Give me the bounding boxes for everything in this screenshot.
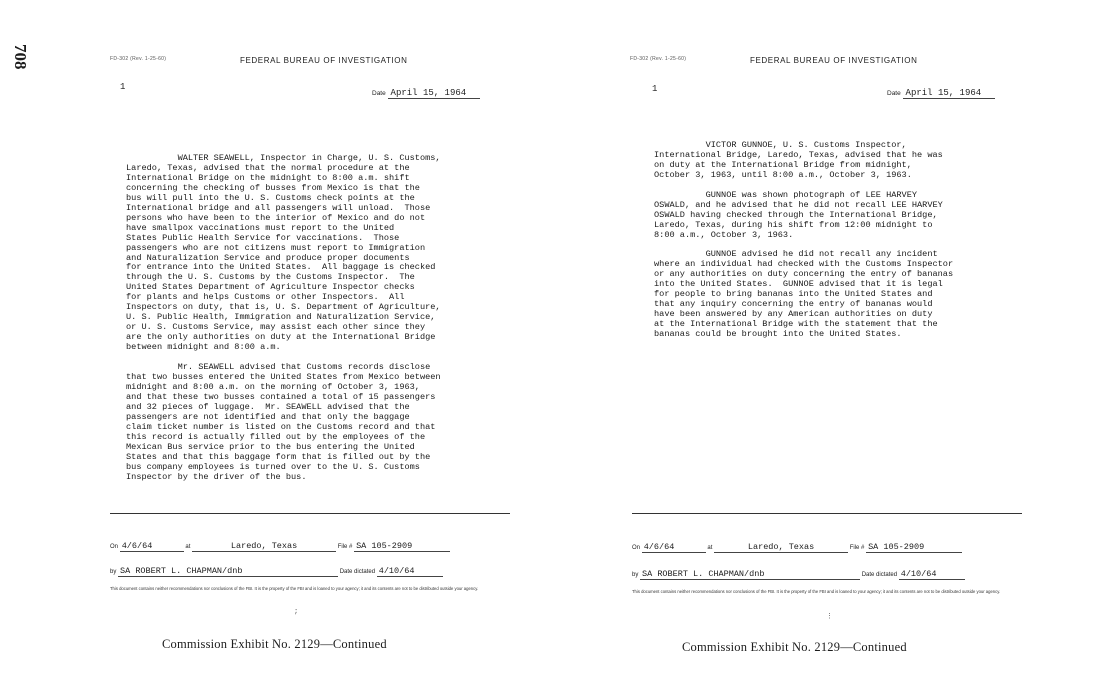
at-label: at (185, 544, 191, 550)
exhibit-caption: Commission Exhibit No. 2129—Continued (682, 640, 907, 654)
date-value: April 15, 1964 (388, 88, 481, 99)
dictated-label: Date dictated (861, 572, 898, 578)
date-label: Date (887, 90, 901, 97)
by-line (110, 566, 443, 577)
disclaimer: This document contains neither recommendations nor conclusions of the FBI. It is the property of the FBI and is loaned to your agency; it and its contents are not to be distributed outside your agency. (110, 586, 479, 591)
report-body: VICTOR GUNNOE, U. S. Customs Inspector, International Bridge, Laredo, Texas, advised that he was on duty at the International Bridge from midnight, October 3, 1963, until 8:00 a.m., October 3, 1963. GUNNOE was shown photograph of LEE HARVEY OSWALD, and he advised that he did not recall LEE HARVEY OSWALD having checked through the International Bridge, Laredo, Texas, during his shift from 12:00 midnight to 8:00 a.m., October 3, 1963. GUNNOE advised he did not recall any incident where an individual had checked with the Customs Inspector or any authorities on duty concerning the entry of bananas into the United States. GUNNOE advised that it is legal for people to bring bananas into the United States and that any inquiry concerning the entry of bananas would have been answered by any American authorities on duty at the International Bridge with the statement that the bananas could be brought into the United States. (654, 140, 954, 340)
agent-name: SA ROBERT L. CHAPMAN/dnb (118, 566, 338, 577)
at-label: at (707, 545, 713, 551)
right-report-page (630, 0, 1042, 691)
page-mark: 1 (652, 84, 658, 94)
interview-date: 4/6/64 (642, 542, 706, 553)
by-line (632, 569, 965, 580)
page-mark: 1 (120, 82, 126, 92)
form-code: FD-302 (Rev. 1-25-60) (630, 56, 687, 62)
file-number: SA 105-2909 (354, 541, 450, 552)
exhibit-caption: Commission Exhibit No. 2129—Continued (162, 637, 387, 651)
scan-mark: ⋮ (826, 613, 833, 621)
page-number: 708 (11, 44, 30, 70)
interview-location: Laredo, Texas (192, 541, 336, 552)
file-label: File # (337, 544, 353, 550)
report-body: WALTER SEAWELL, Inspector in Charge, U. S. Customs, Laredo, Texas, advised that the normal procedure at the International Bridge on the midnight to 8:00 a.m. shift concerning the checking of busses from Mexico is that the bus will pull into the U. S. Customs check points at the International bridge and all passengers will unload. Those persons who have been to the interior of Mexico and do not have smallpox vaccinations must report to the United States Public Health Service for vaccinations. Those passengers who are not citizens must report to Immigration and Naturalization Service and produce proper documents for entrance into the United States. All baggage is checked through the U. S. Customs by the Customs Inspector. The United States Department of Agriculture Inspector checks for plants and helps Customs or other Inspectors. All Inspectors on duty, that is, U. S. Department of Agriculture, U. S. Public Health, Immigration and Naturalization Service, or U. S. Customs Service, may assist each other since they are the only authorities on duty at the International Bridge between midnight and 8:00 a.m. Mr. SEAWELL advised that Customs records disclose that two busses entered the United States from Mexico between midnight and 8:00 a.m. on the morning of October 3, 1963, and that these two busses contained a total of 15 passengers and 32 pieces of luggage. Mr. SEAWELL advised that the passengers are not identified and that only the baggage claim ticket number is listed on the Customs record and that this record is actually filled out by the employees of the Mexican Bus service prior to the bus entering the United States and that this baggage form that is filled out by the bus company employees is turned over to the U. S. Customs Inspector by the driver of the bus. (126, 153, 441, 482)
interview-location: Laredo, Texas (714, 542, 848, 553)
bureau-header: FEDERAL BUREAU OF INVESTIGATION (750, 56, 918, 65)
on-line (632, 542, 962, 553)
on-label: On (632, 545, 641, 551)
on-line (110, 541, 450, 552)
on-label: On (110, 544, 119, 550)
divider (632, 513, 1022, 514)
dictated-date: 4/10/64 (377, 566, 443, 577)
disclaimer: This document contains neither recommendations nor conclusions of the FBI. It is the property of the FBI and is loaned to your agency; it and its contents are not to be distributed outside your agency. (632, 589, 1001, 594)
scan-mark: ; (294, 608, 299, 616)
dictated-date: 4/10/64 (899, 569, 965, 580)
agent-name: SA ROBERT L. CHAPMAN/dnb (640, 569, 860, 580)
form-code: FD-302 (Rev. 1-25-60) (110, 56, 167, 62)
report-date (887, 88, 995, 98)
bureau-header: FEDERAL BUREAU OF INVESTIGATION (240, 56, 408, 65)
file-label: File # (849, 545, 865, 551)
dictated-label: Date dictated (339, 569, 376, 575)
by-label: by (110, 569, 117, 575)
report-date (372, 88, 480, 98)
date-value: April 15, 1964 (903, 88, 996, 99)
left-report-page (110, 0, 522, 691)
file-number: SA 105-2909 (866, 542, 962, 553)
divider (110, 513, 510, 514)
date-label: Date (372, 90, 386, 97)
by-label: by (632, 572, 639, 578)
interview-date: 4/6/64 (120, 541, 184, 552)
